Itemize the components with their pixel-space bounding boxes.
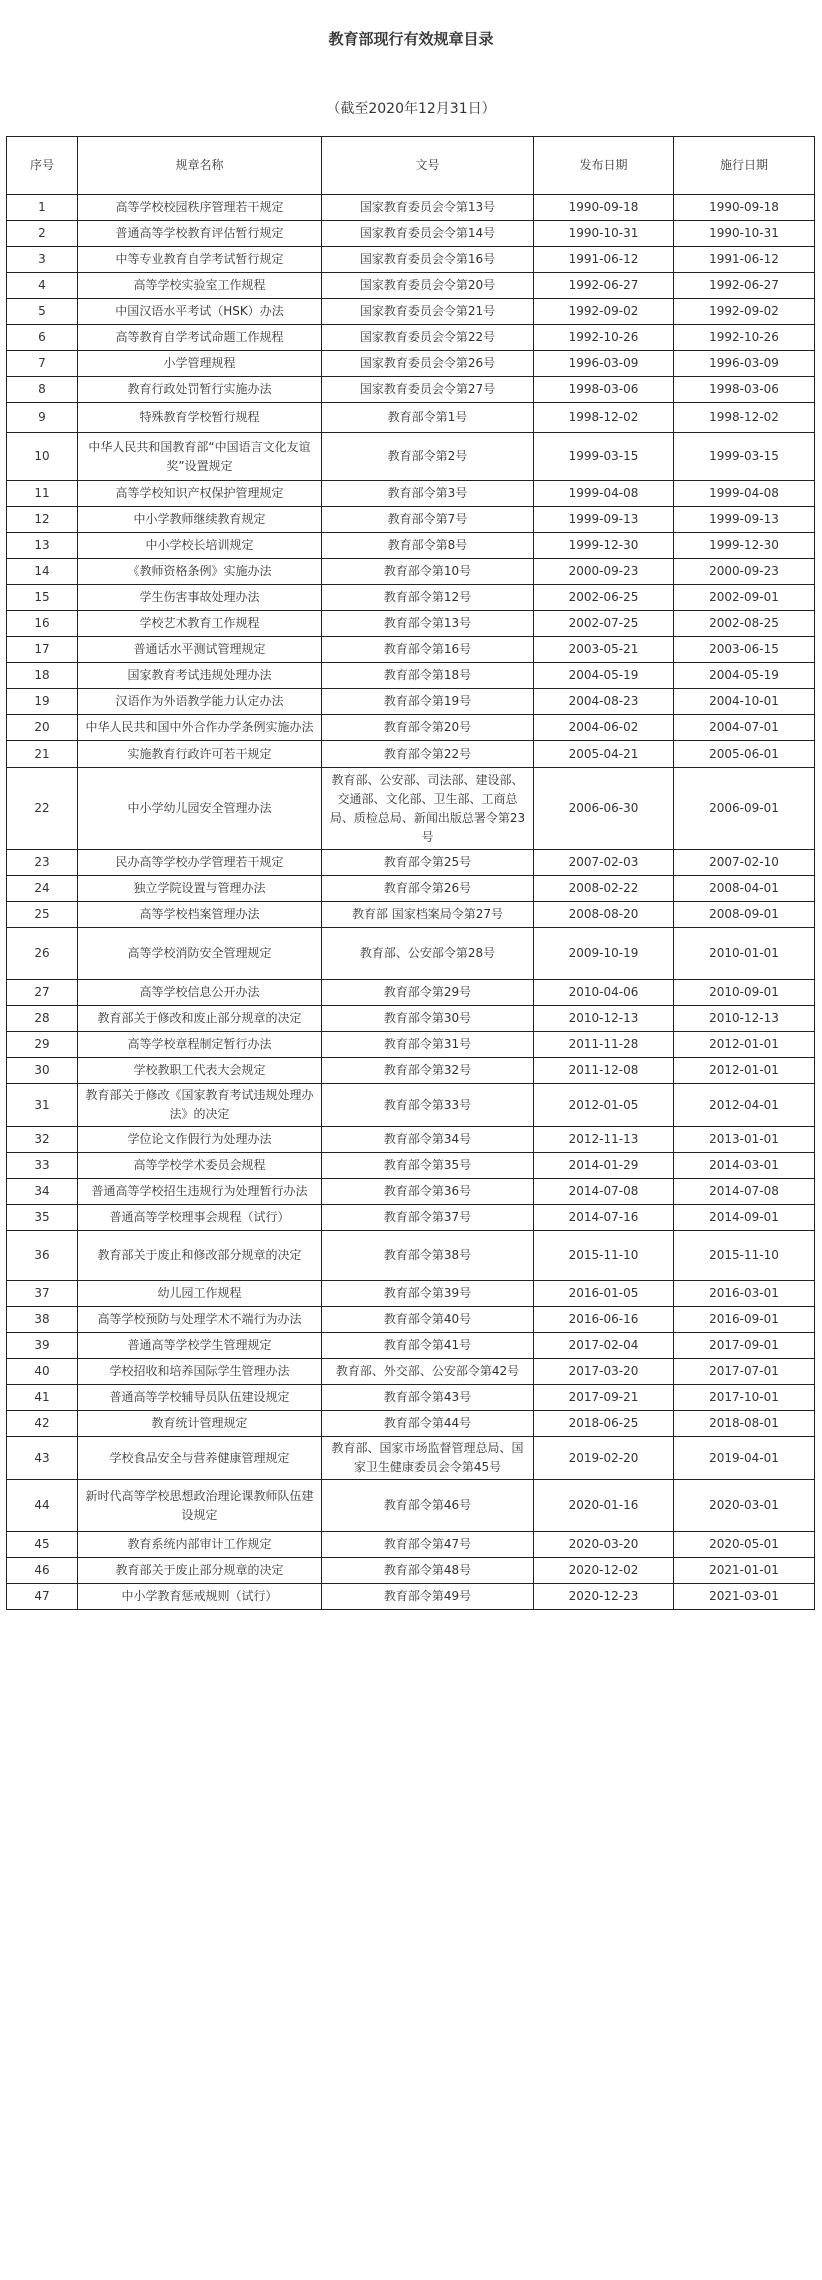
- cell-publish-date: 1998-03-06: [534, 377, 674, 403]
- cell-name: 新时代高等学校思想政治理论课教师队伍建设规定: [78, 1480, 322, 1532]
- cell-effective-date: 2008-09-01: [674, 902, 815, 928]
- cell-doc-number: 教育部令第29号: [322, 980, 534, 1006]
- cell-no: 5: [7, 299, 78, 325]
- table-row: [7, 689, 815, 715]
- cell-doc-number: 国家教育委员会令第14号: [322, 221, 534, 247]
- cell-publish-date: 1990-10-31: [534, 221, 674, 247]
- table-row: [7, 902, 815, 928]
- cell-doc-number: 教育部、外交部、公安部令第42号: [322, 1359, 534, 1385]
- cell-no: 31: [7, 1084, 78, 1127]
- cell-effective-date: 1998-03-06: [674, 377, 815, 403]
- cell-doc-number: 教育部、公安部令第28号: [322, 928, 534, 980]
- cell-effective-date: 2016-03-01: [674, 1281, 815, 1307]
- table-row: [7, 1584, 815, 1610]
- cell-doc-number: 教育部令第49号: [322, 1584, 534, 1610]
- cell-name: 中小学校长培训规定: [78, 533, 322, 559]
- cell-effective-date: 2020-03-01: [674, 1480, 815, 1532]
- cell-no: 14: [7, 559, 78, 585]
- table-row: [7, 1153, 815, 1179]
- cell-name: 学校艺术教育工作规程: [78, 611, 322, 637]
- table-row: [7, 351, 815, 377]
- table-row: [7, 768, 815, 850]
- table-row: [7, 507, 815, 533]
- cell-name: 高等学校实验室工作规程: [78, 273, 322, 299]
- cell-effective-date: 1990-10-31: [674, 221, 815, 247]
- cell-effective-date: 2012-01-01: [674, 1032, 815, 1058]
- cell-no: 10: [7, 433, 78, 481]
- header-effective-date: 施行日期: [674, 137, 815, 195]
- cell-no: 34: [7, 1179, 78, 1205]
- cell-name: 国家教育考试违规处理办法: [78, 663, 322, 689]
- table-row: [7, 403, 815, 433]
- cell-effective-date: 2021-03-01: [674, 1584, 815, 1610]
- cell-publish-date: 2008-08-20: [534, 902, 674, 928]
- cell-doc-number: 教育部令第13号: [322, 611, 534, 637]
- cell-doc-number: 国家教育委员会令第27号: [322, 377, 534, 403]
- cell-no: 29: [7, 1032, 78, 1058]
- cell-name: 特殊教育学校暂行规程: [78, 403, 322, 433]
- cell-effective-date: 1999-09-13: [674, 507, 815, 533]
- cell-effective-date: 2014-03-01: [674, 1153, 815, 1179]
- table-row: [7, 585, 815, 611]
- cell-doc-number: 教育部令第26号: [322, 876, 534, 902]
- cell-doc-number: 教育部 国家档案局令第27号: [322, 902, 534, 928]
- cell-publish-date: 2017-02-04: [534, 1333, 674, 1359]
- cell-name: 幼儿园工作规程: [78, 1281, 322, 1307]
- table-row: [7, 299, 815, 325]
- table-row: [7, 1058, 815, 1084]
- cell-doc-number: 教育部令第32号: [322, 1058, 534, 1084]
- table-row: [7, 876, 815, 902]
- cell-effective-date: 2004-05-19: [674, 663, 815, 689]
- cell-name: 学校教职工代表大会规定: [78, 1058, 322, 1084]
- cell-name: 学校食品安全与营养健康管理规定: [78, 1437, 322, 1480]
- cell-doc-number: 教育部令第19号: [322, 689, 534, 715]
- cell-doc-number: 教育部令第41号: [322, 1333, 534, 1359]
- cell-publish-date: 2020-12-02: [534, 1558, 674, 1584]
- cell-no: 46: [7, 1558, 78, 1584]
- cell-name: 小学管理规程: [78, 351, 322, 377]
- cell-no: 43: [7, 1437, 78, 1480]
- table-row: [7, 1205, 815, 1231]
- cell-publish-date: 1999-12-30: [534, 533, 674, 559]
- cell-publish-date: 2005-04-21: [534, 741, 674, 768]
- cell-name: 独立学院设置与管理办法: [78, 876, 322, 902]
- cell-name: 高等学校章程制定暂行办法: [78, 1032, 322, 1058]
- cell-publish-date: 2020-03-20: [534, 1532, 674, 1558]
- cell-name: 民办高等学校办学管理若干规定: [78, 850, 322, 876]
- cell-doc-number: 国家教育委员会令第20号: [322, 273, 534, 299]
- cell-publish-date: 2017-03-20: [534, 1359, 674, 1385]
- cell-no: 32: [7, 1127, 78, 1153]
- cell-name: 高等学校消防安全管理规定: [78, 928, 322, 980]
- table-row: [7, 637, 815, 663]
- cell-effective-date: 2014-09-01: [674, 1205, 815, 1231]
- cell-name: 普通高等学校招生违规行为处理暂行办法: [78, 1179, 322, 1205]
- cell-publish-date: 2020-01-16: [534, 1480, 674, 1532]
- cell-no: 42: [7, 1411, 78, 1437]
- table-row: [7, 1532, 815, 1558]
- cell-no: 28: [7, 1006, 78, 1032]
- cell-no: 35: [7, 1205, 78, 1231]
- cell-name: 教育行政处罚暂行实施办法: [78, 377, 322, 403]
- cell-no: 19: [7, 689, 78, 715]
- cell-name: 中华人民共和国教育部“中国语言文化友谊奖”设置规定: [78, 433, 322, 481]
- cell-effective-date: 1991-06-12: [674, 247, 815, 273]
- table-row: [7, 850, 815, 876]
- cell-effective-date: 2004-07-01: [674, 715, 815, 741]
- table-body: [7, 195, 815, 1610]
- cell-effective-date: 2014-07-08: [674, 1179, 815, 1205]
- cell-no: 4: [7, 273, 78, 299]
- cell-effective-date: 1992-09-02: [674, 299, 815, 325]
- regulations-table: [6, 136, 815, 1610]
- cell-doc-number: 国家教育委员会令第21号: [322, 299, 534, 325]
- cell-doc-number: 教育部令第38号: [322, 1231, 534, 1281]
- table-row: [7, 433, 815, 481]
- table-row: [7, 1480, 815, 1532]
- cell-effective-date: 2000-09-23: [674, 559, 815, 585]
- cell-publish-date: 1992-06-27: [534, 273, 674, 299]
- cell-name: 高等学校预防与处理学术不端行为办法: [78, 1307, 322, 1333]
- table-row: [7, 273, 815, 299]
- cell-no: 17: [7, 637, 78, 663]
- cell-doc-number: 教育部令第34号: [322, 1127, 534, 1153]
- cell-name: 中国汉语水平考试（HSK）办法: [78, 299, 322, 325]
- cell-no: 3: [7, 247, 78, 273]
- page-title: 教育部现行有效规章目录: [328, 30, 494, 48]
- cell-doc-number: 教育部令第25号: [322, 850, 534, 876]
- cell-no: 11: [7, 481, 78, 507]
- cell-publish-date: 2003-05-21: [534, 637, 674, 663]
- cell-name: 普通高等学校教育评估暂行规定: [78, 221, 322, 247]
- table-row: [7, 715, 815, 741]
- cell-effective-date: 2017-09-01: [674, 1333, 815, 1359]
- cell-doc-number: 国家教育委员会令第16号: [322, 247, 534, 273]
- cell-doc-number: 教育部令第30号: [322, 1006, 534, 1032]
- cell-effective-date: 2016-09-01: [674, 1307, 815, 1333]
- cell-no: 36: [7, 1231, 78, 1281]
- cell-name: 《教师资格条例》实施办法: [78, 559, 322, 585]
- cell-no: 30: [7, 1058, 78, 1084]
- cell-name: 普通话水平测试管理规定: [78, 637, 322, 663]
- cell-publish-date: 2002-06-25: [534, 585, 674, 611]
- cell-no: 7: [7, 351, 78, 377]
- cell-effective-date: 2008-04-01: [674, 876, 815, 902]
- cell-doc-number: 教育部令第16号: [322, 637, 534, 663]
- cell-doc-number: 教育部令第31号: [322, 1032, 534, 1058]
- cell-publish-date: 1996-03-09: [534, 351, 674, 377]
- cell-publish-date: 2002-07-25: [534, 611, 674, 637]
- cell-name: 教育系统内部审计工作规定: [78, 1532, 322, 1558]
- cell-publish-date: 2007-02-03: [534, 850, 674, 876]
- table-row: [7, 481, 815, 507]
- cell-name: 教育部关于修改和废止部分规章的决定: [78, 1006, 322, 1032]
- cell-publish-date: 2011-11-28: [534, 1032, 674, 1058]
- cell-doc-number: 教育部令第10号: [322, 559, 534, 585]
- cell-effective-date: 2017-07-01: [674, 1359, 815, 1385]
- cell-doc-number: 教育部令第36号: [322, 1179, 534, 1205]
- cell-effective-date: 1999-04-08: [674, 481, 815, 507]
- table-row: [7, 1006, 815, 1032]
- cell-doc-number: 教育部令第8号: [322, 533, 534, 559]
- table-row: [7, 1558, 815, 1584]
- cell-effective-date: 2021-01-01: [674, 1558, 815, 1584]
- table-row: [7, 1333, 815, 1359]
- table-row: [7, 559, 815, 585]
- cell-effective-date: 1998-12-02: [674, 403, 815, 433]
- cell-doc-number: 教育部令第7号: [322, 507, 534, 533]
- cell-publish-date: 1999-03-15: [534, 433, 674, 481]
- cell-publish-date: 2012-01-05: [534, 1084, 674, 1127]
- cell-name: 学校招收和培养国际学生管理办法: [78, 1359, 322, 1385]
- table-row: [7, 325, 815, 351]
- table-row: [7, 195, 815, 221]
- cell-publish-date: 1998-12-02: [534, 403, 674, 433]
- cell-name: 高等学校信息公开办法: [78, 980, 322, 1006]
- cell-no: 15: [7, 585, 78, 611]
- table-row: [7, 1179, 815, 1205]
- cell-no: 44: [7, 1480, 78, 1532]
- cell-name: 学位论文作假行为处理办法: [78, 1127, 322, 1153]
- table-row: [7, 663, 815, 689]
- cell-publish-date: 1999-09-13: [534, 507, 674, 533]
- cell-no: 38: [7, 1307, 78, 1333]
- table-row: [7, 221, 815, 247]
- cell-doc-number: 教育部、国家市场监督管理总局、国家卫生健康委员会令第45号: [322, 1437, 534, 1480]
- table-row: [7, 980, 815, 1006]
- cell-effective-date: 1992-10-26: [674, 325, 815, 351]
- cell-name: 高等学校校园秩序管理若干规定: [78, 195, 322, 221]
- table-row: [7, 1084, 815, 1127]
- cell-publish-date: 2014-07-16: [534, 1205, 674, 1231]
- table-row: [7, 377, 815, 403]
- table-row: [7, 1437, 815, 1480]
- cell-doc-number: 国家教育委员会令第13号: [322, 195, 534, 221]
- cell-doc-number: 国家教育委员会令第22号: [322, 325, 534, 351]
- cell-doc-number: 教育部令第18号: [322, 663, 534, 689]
- cell-name: 普通高等学校辅导员队伍建设规定: [78, 1385, 322, 1411]
- cell-effective-date: 2002-08-25: [674, 611, 815, 637]
- cell-effective-date: 2007-02-10: [674, 850, 815, 876]
- page-subtitle: （截至2020年12月31日）: [326, 101, 496, 117]
- cell-name: 高等学校学术委员会规程: [78, 1153, 322, 1179]
- cell-effective-date: 2006-09-01: [674, 768, 815, 850]
- cell-publish-date: 1999-04-08: [534, 481, 674, 507]
- cell-effective-date: 1999-03-15: [674, 433, 815, 481]
- cell-publish-date: 2014-01-29: [534, 1153, 674, 1179]
- cell-effective-date: 1999-12-30: [674, 533, 815, 559]
- cell-no: 25: [7, 902, 78, 928]
- cell-publish-date: 1990-09-18: [534, 195, 674, 221]
- cell-doc-number: 教育部令第35号: [322, 1153, 534, 1179]
- cell-doc-number: 教育部令第43号: [322, 1385, 534, 1411]
- cell-doc-number: 教育部令第33号: [322, 1084, 534, 1127]
- cell-no: 1: [7, 195, 78, 221]
- cell-publish-date: 2000-09-23: [534, 559, 674, 585]
- cell-publish-date: 2012-11-13: [534, 1127, 674, 1153]
- cell-effective-date: 2003-06-15: [674, 637, 815, 663]
- cell-doc-number: 教育部令第1号: [322, 403, 534, 433]
- cell-name: 学生伤害事故处理办法: [78, 585, 322, 611]
- header-doc-number: 文号: [322, 137, 534, 195]
- cell-no: 16: [7, 611, 78, 637]
- cell-name: 高等教育自学考试命题工作规程: [78, 325, 322, 351]
- cell-name: 高等学校档案管理办法: [78, 902, 322, 928]
- cell-name: 实施教育行政许可若干规定: [78, 741, 322, 768]
- cell-doc-number: 教育部令第20号: [322, 715, 534, 741]
- cell-publish-date: 2016-06-16: [534, 1307, 674, 1333]
- cell-doc-number: 教育部令第44号: [322, 1411, 534, 1437]
- table-header-row: [7, 137, 815, 195]
- cell-no: 8: [7, 377, 78, 403]
- cell-name: 中华人民共和国中外合作办学条例实施办法: [78, 715, 322, 741]
- table-row: [7, 1359, 815, 1385]
- cell-effective-date: 2005-06-01: [674, 741, 815, 768]
- cell-effective-date: 2004-10-01: [674, 689, 815, 715]
- cell-effective-date: 2010-09-01: [674, 980, 815, 1006]
- table-row: [7, 928, 815, 980]
- cell-name: 中小学幼儿园安全管理办法: [78, 768, 322, 850]
- cell-name: 中小学教育惩戒规则（试行）: [78, 1584, 322, 1610]
- cell-publish-date: 2004-05-19: [534, 663, 674, 689]
- cell-name: 教育部关于废止和修改部分规章的决定: [78, 1231, 322, 1281]
- table-row: [7, 1385, 815, 1411]
- cell-publish-date: 2014-07-08: [534, 1179, 674, 1205]
- cell-name: 教育部关于修改《国家教育考试违规处理办法》的决定: [78, 1084, 322, 1127]
- table-row: [7, 533, 815, 559]
- cell-publish-date: 1992-10-26: [534, 325, 674, 351]
- cell-effective-date: 2002-09-01: [674, 585, 815, 611]
- cell-no: 40: [7, 1359, 78, 1385]
- cell-doc-number: 教育部令第48号: [322, 1558, 534, 1584]
- cell-no: 23: [7, 850, 78, 876]
- cell-no: 18: [7, 663, 78, 689]
- header-publish-date: 发布日期: [534, 137, 674, 195]
- cell-effective-date: 2010-12-13: [674, 1006, 815, 1032]
- cell-no: 12: [7, 507, 78, 533]
- cell-publish-date: 2004-06-02: [534, 715, 674, 741]
- cell-publish-date: 2010-04-06: [534, 980, 674, 1006]
- cell-no: 37: [7, 1281, 78, 1307]
- table-row: [7, 1411, 815, 1437]
- cell-publish-date: 2011-12-08: [534, 1058, 674, 1084]
- cell-no: 47: [7, 1584, 78, 1610]
- cell-no: 41: [7, 1385, 78, 1411]
- cell-publish-date: 2018-06-25: [534, 1411, 674, 1437]
- cell-no: 2: [7, 221, 78, 247]
- cell-publish-date: 1992-09-02: [534, 299, 674, 325]
- cell-effective-date: 2017-10-01: [674, 1385, 815, 1411]
- cell-name: 教育统计管理规定: [78, 1411, 322, 1437]
- cell-publish-date: 1991-06-12: [534, 247, 674, 273]
- cell-no: 22: [7, 768, 78, 850]
- table-row: [7, 611, 815, 637]
- cell-no: 9: [7, 403, 78, 433]
- cell-publish-date: 2010-12-13: [534, 1006, 674, 1032]
- table-row: [7, 247, 815, 273]
- table-row: [7, 1307, 815, 1333]
- cell-doc-number: 教育部令第2号: [322, 433, 534, 481]
- cell-no: 24: [7, 876, 78, 902]
- cell-name: 中小学教师继续教育规定: [78, 507, 322, 533]
- cell-doc-number: 教育部令第46号: [322, 1480, 534, 1532]
- cell-doc-number: 教育部令第47号: [322, 1532, 534, 1558]
- cell-effective-date: 2012-04-01: [674, 1084, 815, 1127]
- cell-no: 26: [7, 928, 78, 980]
- cell-effective-date: 2018-08-01: [674, 1411, 815, 1437]
- header-name: 规章名称: [78, 137, 322, 195]
- cell-doc-number: 教育部、公安部、司法部、建设部、交通部、文化部、卫生部、工商总局、质检总局、新闻出版总署令第23号: [322, 768, 534, 850]
- cell-doc-number: 教育部令第22号: [322, 741, 534, 768]
- cell-effective-date: 2019-04-01: [674, 1437, 815, 1480]
- cell-publish-date: 2020-12-23: [534, 1584, 674, 1610]
- cell-no: 20: [7, 715, 78, 741]
- table-row: [7, 741, 815, 768]
- cell-doc-number: 教育部令第12号: [322, 585, 534, 611]
- header-no: 序号: [7, 137, 78, 195]
- cell-publish-date: 2008-02-22: [534, 876, 674, 902]
- cell-effective-date: 2015-11-10: [674, 1231, 815, 1281]
- cell-effective-date: 1996-03-09: [674, 351, 815, 377]
- cell-no: 33: [7, 1153, 78, 1179]
- cell-no: 21: [7, 741, 78, 768]
- cell-name: 汉语作为外语教学能力认定办法: [78, 689, 322, 715]
- cell-effective-date: 1992-06-27: [674, 273, 815, 299]
- cell-publish-date: 2009-10-19: [534, 928, 674, 980]
- cell-doc-number: 国家教育委员会令第26号: [322, 351, 534, 377]
- cell-publish-date: 2016-01-05: [534, 1281, 674, 1307]
- cell-effective-date: 2020-05-01: [674, 1532, 815, 1558]
- cell-effective-date: 1990-09-18: [674, 195, 815, 221]
- table-row: [7, 1231, 815, 1281]
- cell-doc-number: 教育部令第40号: [322, 1307, 534, 1333]
- cell-name: 高等学校知识产权保护管理规定: [78, 481, 322, 507]
- table-row: [7, 1281, 815, 1307]
- cell-doc-number: 教育部令第39号: [322, 1281, 534, 1307]
- cell-publish-date: 2015-11-10: [534, 1231, 674, 1281]
- cell-no: 13: [7, 533, 78, 559]
- cell-publish-date: 2017-09-21: [534, 1385, 674, 1411]
- cell-name: 普通高等学校学生管理规定: [78, 1333, 322, 1359]
- cell-no: 39: [7, 1333, 78, 1359]
- cell-no: 6: [7, 325, 78, 351]
- cell-name: 普通高等学校理事会规程（试行）: [78, 1205, 322, 1231]
- cell-effective-date: 2012-01-01: [674, 1058, 815, 1084]
- cell-publish-date: 2004-08-23: [534, 689, 674, 715]
- cell-effective-date: 2010-01-01: [674, 928, 815, 980]
- table-row: [7, 1127, 815, 1153]
- cell-publish-date: 2019-02-20: [534, 1437, 674, 1480]
- table-row: [7, 1032, 815, 1058]
- cell-doc-number: 教育部令第37号: [322, 1205, 534, 1231]
- cell-doc-number: 教育部令第3号: [322, 481, 534, 507]
- cell-no: 27: [7, 980, 78, 1006]
- cell-effective-date: 2013-01-01: [674, 1127, 815, 1153]
- cell-name: 教育部关于废止部分规章的决定: [78, 1558, 322, 1584]
- cell-no: 45: [7, 1532, 78, 1558]
- cell-name: 中等专业教育自学考试暂行规定: [78, 247, 322, 273]
- cell-publish-date: 2006-06-30: [534, 768, 674, 850]
